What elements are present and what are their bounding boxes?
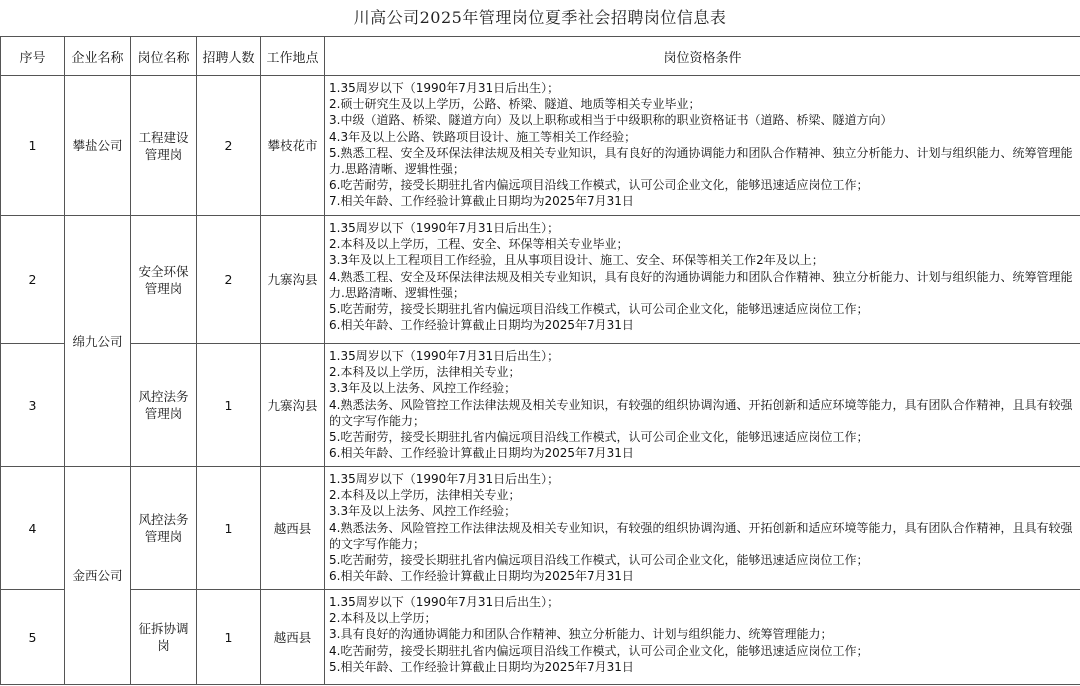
table-row — [1, 216, 1080, 344]
position-cell: 工程建设管理岗 — [131, 76, 197, 216]
requirement-line: 1.35周岁以下（1990年7月31日后出生）； — [329, 221, 560, 235]
location-cell: 九寨沟县 — [261, 216, 325, 344]
requirement-line: 6.相关年龄、工作经验计算截止日期均为2025年7月31日 — [329, 569, 634, 584]
requirement-line: 2.硕士研究生及以上学历，公路、桥梁、隧道、地质等相关专业毕业； — [329, 97, 701, 112]
row-no: 2 — [1, 216, 65, 344]
requirement-line: 6.相关年龄、工作经验计算截止日期均为2025年7月31日 — [329, 446, 634, 461]
page-title: 川高公司2025年管理岗位夏季社会招聘岗位信息表 — [353, 8, 727, 27]
requirement-line: 5.相关年龄、工作经验计算截止日期均为2025年7月31日 — [329, 659, 634, 674]
table-row — [1, 467, 1080, 590]
requirement-line: 4.熟悉工程、安全及环保法律法规及相关专业知识，具有良好的沟通协调能力和团队合作精神、独立分析能力、计划与组织能力、统筹管理能力.思路清晰、逻辑性强； — [329, 269, 1073, 300]
location-cell: 越西县 — [261, 590, 325, 685]
requirements-cell — [325, 467, 1080, 590]
header-location: 工作地点 — [261, 37, 325, 76]
table-row — [1, 344, 1080, 467]
header-no: 序号 — [1, 37, 65, 76]
requirement-line: 1.35周岁以下（1990年7月31日后出生）； — [329, 81, 560, 95]
requirement-line: 1.35周岁以下（1990年7月31日后出生）； — [329, 595, 560, 609]
requirement-line: 6.相关年龄、工作经验计算截止日期均为2025年7月31日 — [329, 318, 634, 333]
row-no: 1 — [1, 76, 65, 216]
header-position: 岗位名称 — [131, 37, 197, 76]
position-cell: 征拆协调岗 — [131, 590, 197, 685]
count-cell: 2 — [197, 216, 261, 344]
requirement-line: 1.35周岁以下（1990年7月31日后出生）； — [329, 472, 560, 486]
requirements-cell — [325, 590, 1080, 685]
position-cell: 安全环保管理岗 — [131, 216, 197, 344]
requirement-line: 7.相关年龄、工作经验计算截止日期均为2025年7月31日 — [329, 194, 634, 209]
header-company: 企业名称 — [65, 37, 131, 76]
count-cell: 1 — [197, 344, 261, 467]
header-requirements: 岗位资格条件 — [325, 37, 1080, 76]
requirement-line: 1.35周岁以下（1990年7月31日后出生）； — [329, 349, 560, 363]
requirement-line: 5.吃苦耐劳，接受长期驻扎省内偏远项目沿线工作模式，认可公司企业文化，能够迅速适应岗位工作； — [329, 302, 869, 317]
location-cell: 攀枝花市 — [261, 76, 325, 216]
company-cell: 攀盐公司 — [65, 76, 131, 216]
company-cell: 绵九公司 — [65, 216, 131, 467]
requirement-line: 2.本科及以上学历，法律相关专业； — [329, 365, 521, 380]
table-row — [1, 76, 1080, 216]
count-cell: 2 — [197, 76, 261, 216]
requirement-line: 2.本科及以上学历，法律相关专业； — [329, 488, 521, 503]
row-no: 4 — [1, 467, 65, 590]
requirement-line: 2.本科及以上学历，工程、安全、环保等相关专业毕业； — [329, 237, 629, 252]
table-row — [1, 590, 1080, 685]
requirement-line: 4.3年及以上公路、铁路项目设计、施工等相关工作经验； — [329, 129, 637, 144]
count-cell: 1 — [197, 467, 261, 590]
requirement-line: 3.3年及以上法务、风控工作经验； — [329, 381, 517, 396]
requirements-cell — [325, 344, 1080, 467]
count-cell: 1 — [197, 590, 261, 685]
requirement-line: 4.熟悉法务、风险管控工作法律法规及相关专业知识，有较强的组织协调沟通、开拓创新和适应环境等能力，具有团队合作精神，且具有较强的文字写作能力； — [329, 520, 1073, 551]
requirement-line: 2.本科及以上学历； — [329, 611, 437, 626]
requirement-line: 3.中级（道路、桥梁、隧道方向）及以上职称或相当于中级职称的职业资格证书（道路、桥梁、隧道方向） — [329, 113, 893, 128]
position-cell: 风控法务管理岗 — [131, 467, 197, 590]
requirements-cell — [325, 76, 1080, 216]
row-no: 3 — [1, 344, 65, 467]
location-cell: 越西县 — [261, 467, 325, 590]
company-cell: 金西公司 — [65, 467, 131, 685]
requirement-line: 5.吃苦耐劳，接受长期驻扎省内偏远项目沿线工作模式，认可公司企业文化，能够迅速适应岗位工作； — [329, 553, 869, 568]
header-row — [1, 37, 1080, 76]
row-no: 5 — [1, 590, 65, 685]
recruitment-table — [0, 36, 1080, 685]
requirement-line: 5.熟悉工程、安全及环保法律法规及相关专业知识，具有良好的沟通协调能力和团队合作精神、独立分析能力、计划与组织能力、统筹管理能力.思路清晰、逻辑性强； — [329, 145, 1073, 177]
requirement-line: 3.具有良好的沟通协调能力和团队合作精神、独立分析能力、计划与组织能力、统筹管理能力； — [329, 627, 833, 642]
requirement-line: 4.熟悉法务、风险管控工作法律法规及相关专业知识，有较强的组织协调沟通、开拓创新和适应环境等能力，具有团队合作精神，且具有较强的文字写作能力； — [329, 397, 1073, 428]
location-cell: 九寨沟县 — [261, 344, 325, 467]
requirement-line: 5.吃苦耐劳，接受长期驻扎省内偏远项目沿线工作模式，认可公司企业文化，能够迅速适应岗位工作； — [329, 430, 869, 445]
requirements-cell — [325, 216, 1080, 344]
requirement-line: 6.吃苦耐劳，接受长期驻扎省内偏远项目沿线工作模式，认可公司企业文化，能够迅速适应岗位工作； — [329, 178, 869, 193]
position-cell: 风控法务管理岗 — [131, 344, 197, 467]
requirement-line: 3.3年及以上法务、风控工作经验； — [329, 504, 517, 519]
header-count: 招聘人数 — [197, 37, 261, 76]
requirement-line: 3.3年及以上工程项目工作经验，且从事项目设计、施工、安全、环保等相关工作2年及以上； — [329, 253, 824, 268]
requirement-line: 4.吃苦耐劳，接受长期驻扎省内偏远项目沿线工作模式，认可公司企业文化，能够迅速适应岗位工作； — [329, 643, 869, 658]
